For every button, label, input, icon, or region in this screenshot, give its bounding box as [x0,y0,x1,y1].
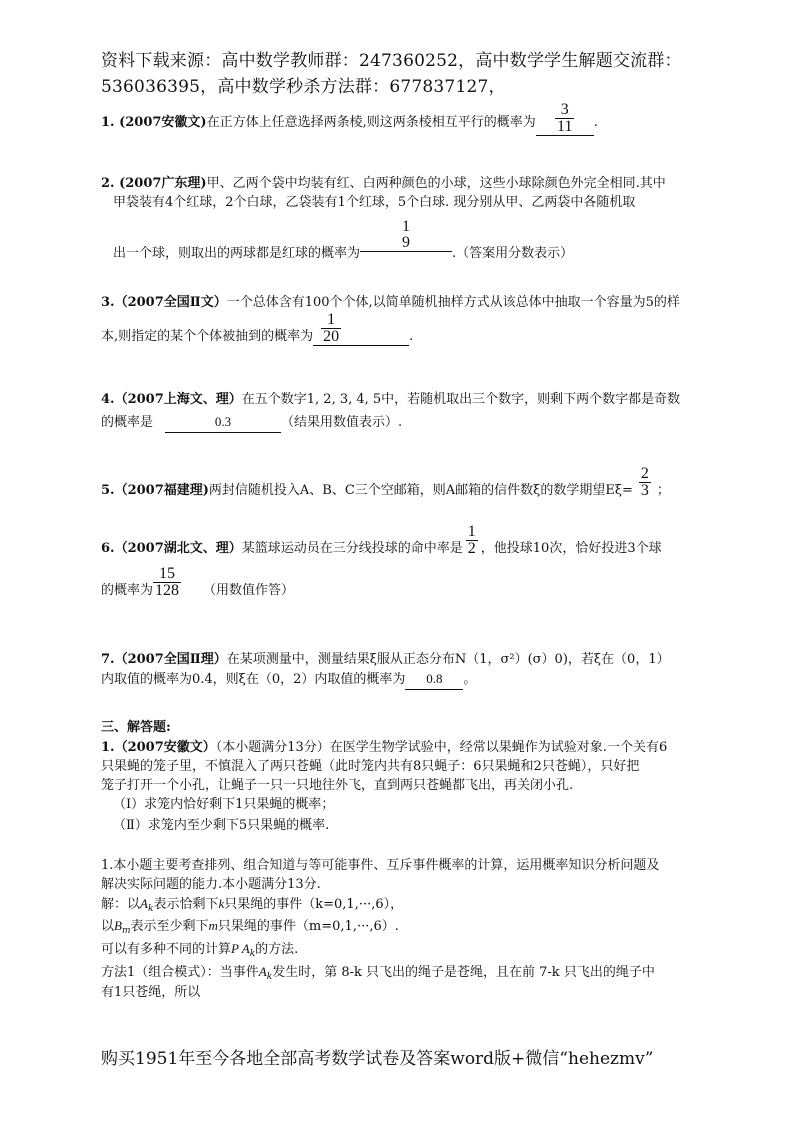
question-1-answer [536,102,594,136]
question-4-tag: 4.（2007上海文、理） [101,392,242,407]
question-2-tag: 2. (2007广东理) [101,176,207,191]
symbol-pa: P A [231,941,250,956]
question-3-text-2: 本,则指定的某个个体被抽到的概率为 [101,329,314,344]
solution-text: 只果绳的事件（m=0,1,···,6）. [217,919,399,934]
problem-1-line-1 [101,738,667,758]
symbol-subscript: k [249,949,256,959]
question-4-end: （结果用数值表示）. [281,415,403,430]
question-3-tag: 3.（2007全国Ⅱ文） [101,295,227,310]
problem-1-line-2: 只果蝇的笼子里，不慎混入了两只苍蝇（此时笼内共有8只蝇子：6只果蝇和2只苍蝇），只好把 [101,759,640,774]
question-3-answer [313,312,409,346]
answer-denominator: 128 [155,582,180,599]
answer-denominator: 20 [323,328,340,345]
question-2-answer [360,219,452,252]
question-3-line-2 [101,312,413,346]
question-5-text: 两封信随机投入A、B、C三个空邮箱，则A邮箱的信件数ξ的数学期望Eξ= [208,483,633,498]
symbol-a: A [258,964,267,979]
solution-text: 表示恰剩下 [153,897,219,912]
section-heading: 三、解答题: [101,720,171,735]
fraction-numerator: 1 [467,523,476,540]
question-5-end: ； [656,483,670,498]
solution-text: 方法1（组合模式）：当事件 [101,965,259,980]
question-1 [101,101,598,140]
answer-numerator: 3 [560,101,569,118]
symbol-subscript: k [266,972,273,982]
question-4-text-1: 在五个数字1, 2, 3, 4, 5中，若随机取出三个数字，则剩下两个数字都是奇数 [241,392,681,407]
solution-text: 可以有多种不同的计算 [101,942,232,957]
problem-1-line-3: 笼子打开一个小孔，让蝇子一只一只地往外飞，直到两只苍蝇都飞出，再关闭小孔. [101,778,574,793]
question-3-line-1 [101,293,680,313]
answer-denominator: 3 [640,482,649,499]
question-4-answer: 0.3 [165,412,281,433]
problem-1-tag: 1.（2007安徽文） [101,740,216,755]
answer-numerator: 2 [640,465,649,482]
problem-1-subquestion-1: （Ⅰ）求笼内恰好剩下1只果蝇的概率； [113,797,335,812]
solution-text: 只果绳的事件（k=0,1,···,6）， [224,897,404,912]
question-6-text-1: 某篮球运动员在三分线投球的命中率是 [241,541,463,556]
question-6-text-3: 的概率为 [101,583,154,598]
question-1-end: . [593,115,598,130]
solution-line-4 [101,916,399,941]
problem-1-text-1: （本小题满分13分）在医学生物学试验中，经常以果蝇作为试验对象.一个关有6 [215,740,668,755]
symbol-a: A [140,896,148,911]
question-5-answer [639,466,651,499]
solution-text: 解：以 [101,897,141,912]
solution-text: 以 [101,919,115,934]
question-5-tag: 5.（2007福建理) [101,483,209,498]
symbol-subscript: k [147,904,154,914]
question-2-text-3: 出一个球，则取出的两球都是红球的概率为 [113,245,361,261]
answer-numerator: 15 [159,565,176,582]
question-7-tag: 7.（2007全国Ⅱ理） [101,652,227,667]
symbol-b: B [114,918,122,933]
question-2-end: .（答案用分数表示） [452,245,574,261]
question-4-text-2: 的概率是 [101,415,154,430]
question-6-end: （用数值作答） [203,583,295,598]
solution-line-7: 有1只苍绳，所以 [101,985,201,1000]
question-5 [101,466,670,499]
answer-numerator: 1 [327,311,336,328]
question-1-tag: 1. (2007安徽文) [101,115,207,130]
answer-numerator: 1 [402,218,411,235]
symbol-subscript: m [121,926,131,936]
question-7-line-1 [101,650,670,670]
symbol-k: k [218,896,225,911]
question-6-text-2: ，他投球10次，恰好投进3个球 [480,541,662,556]
question-3-end: . [409,329,414,344]
fraction-denominator: 2 [467,540,476,557]
question-6-line-2 [101,566,294,599]
answer-denominator: 11 [557,118,573,135]
question-7-text-2: 内取值的概率为0.4，则ξ在（0，2）内取值的概率为 [101,672,406,687]
question-3-text-1: 一个总体含有100个个体,以简单随机抽样方式从该总体中抽取一个容量为5的样 [226,295,680,310]
question-4-line-2 [101,412,402,433]
question-7-line-2 [101,669,476,690]
problem-1-subquestion-2: （Ⅱ）求笼内至少剩下5只果蝇的概率. [113,818,330,833]
question-2-text-1: 甲、乙两个袋中均装有红、白两种颜色的小球，这些小球除颜色外完全相同.其中 [206,176,666,191]
question-2-line-1 [101,174,666,194]
question-1-text: 在正方体上任意选择两条棱,则这两条棱相互平行的概率为 [206,115,536,130]
question-7-answer: 0.8 [405,669,463,690]
question-2-line-3 [113,213,574,261]
header-source-line-2: 536036395，高中数学秒杀方法群：677837127， [101,77,506,97]
question-6-fraction [466,524,478,557]
question-7-text-1: 在某项测量中，测量结果ξ服从正态分布N（1，σ²）(σ）0)，若ξ在（0，1） [226,652,670,667]
solution-text: 的方法. [255,942,299,957]
solution-line-2: 解决实际问题的能力.本小题满分13分. [101,877,321,892]
header-source-line-1: 资料下载来源：高中数学教师群：247360252，高中数学学生解题交流群： [101,51,682,71]
solution-line-5 [101,939,298,964]
question-6-line-1 [101,524,662,557]
solution-line-1: 1.本小题主要考查排列、组合知道与等可能事件、互斥事件概率的计算，运用概率知识分析问题及 [101,858,660,873]
question-6-tag: 6.（2007湖北文、理） [101,541,242,556]
question-2-line-2: 甲袋装有4个红球，2个白球，乙袋装有1个红球，5个白球. 现分别从甲、乙两袋中各随机取 [113,195,636,210]
footer-promo: 购买1951年至今各地全部高考数学试卷及答案word版+微信“hehezmv” [101,1049,654,1069]
question-4-line-1 [101,390,680,410]
answer-denominator: 9 [402,234,411,251]
question-6-answer [153,566,181,599]
question-7-end: 。 [463,672,477,687]
solution-text: 发生时，第 8-k 只飞出的绳子是苍绳，且在前 7-k 只飞出的绳子中 [272,965,655,980]
symbol-m: m [208,918,218,933]
solution-text: 表示至少剩下 [130,919,209,934]
